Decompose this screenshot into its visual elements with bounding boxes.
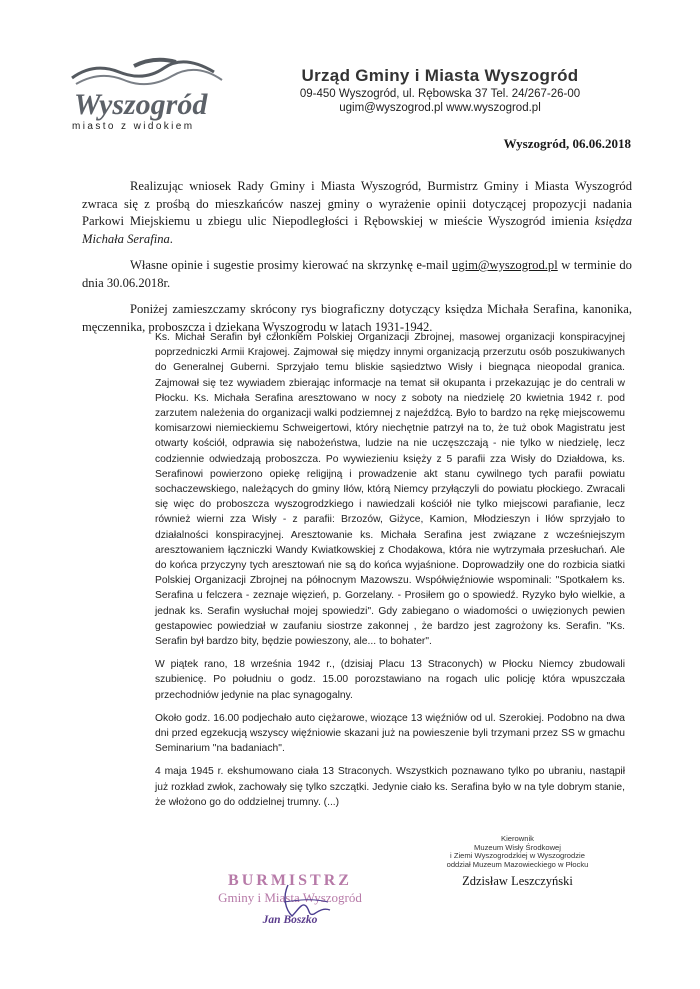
intro-paragraph-3: Poniżej zamieszczamy skrócony rys biograficzny dotyczący księdza Michała Serafina, kanonika, męczennika, proboszcza i dziekana Wyszogrodu w latach 1931-1942. — [82, 302, 632, 334]
mayor-stamp-subtitle: Gminy i Miasta Wyszogród — [218, 890, 362, 905]
biography-paragraph: Około godz. 16.00 podjechało auto ciężarowe, wiozące 13 więźniów od ul. Szerokiej. Podobno na dwa dni przed egzekucją wszyscy więźniowie skazani już na powieszenie byli trzymani przez SS w gmachu Seminarium "na badaniach". — [155, 712, 625, 755]
mayor-signature — [258, 880, 348, 925]
intro-paragraph-2-end: w terminie do dnia 30.06.2018r. — [82, 258, 632, 290]
biography-paragraph: 4 maja 1945 r. ekshumowano ciała 13 Straconych. Wszystkich poznawano tylko po ubraniu, nastąpił już rozkład zwłok, zachowały się tylko szczątki. Jedynie ciało ks. Serafina było w na tyle dobrym stanie, że włożono go do oddzielnej trumny. (...) — [155, 766, 625, 808]
mayor-stamp-title: BURMISTRZ — [228, 872, 352, 889]
letter-body — [82, 178, 632, 345]
letterhead — [250, 66, 630, 114]
intro-paragraph-1-end: . — [169, 231, 173, 246]
biography-section — [155, 330, 625, 818]
curator-title: Kierownik — [501, 834, 534, 843]
intro-paragraph-1-text: Realizując wniosek Rady Gminy i Miasta Wyszogród, Burmistrz Gminy i Miasta Wyszogród zwraca się z prośbą do mieszkańców naszej gminy o wyrażenie opinii dotyczącej propozycji nadania Parkowi Miejskiemu u zbiegu ulic Niepodległości i Rębowskiej w mieście Wyszogród imienia — [82, 179, 632, 228]
biography-paragraph: W piątek rano, 18 września 1942 r., (dzisiaj Placu 13 Straconych) w Płocku Niemcy zbudowali szubienicę. Po południu o godz. 15.00 porozstawiano na rogach ulic policję która wpuszczała przechodniów jedynie na plac synagogalny. — [155, 659, 625, 701]
letter-date: Wyszogród, 06.06.2018 — [503, 136, 631, 151]
intro-paragraph-1 — [82, 178, 632, 248]
patron-name: księdza Michała Serafina — [82, 214, 632, 246]
curator-museum-branch: oddział Muzeum Mazowieckiego w Płocku — [446, 859, 589, 869]
email-link[interactable]: ugim@wyszogrod.pl — [452, 258, 558, 272]
biography-paragraph: Ks. Michał Serafin był członkiem Polskiej Organizacji Zbrojnej, masowej organizacji konspiracyjnej poprzedniczki Armii Krajowej. Zajmował się między innymi organizacją przerzutu osób poszukiwanych do Generalnej Guberni. Sprzyjało temu bliskie sąsiedztwo Wisły i biegnąca nieopodal granica. Zajmował się tez wywiadem zbierając informacje na temat sił okupanta i przekazując je do centrali w Płocku. Ks. Michała Serafina aresztowano w nocy z soboty na niedzielę 20 kwietnia 1942 r. pod zarzutem należenia do organizacji walki podziemnej z najeźdźcą. Było to bardzo na rękę miejscowemu komisarzowi niemieckiemu Schweigertowi, który niechętnie patrzył na to, że tuż obok Magistratu jest otwarty kościół, odprawia się nabożeństwa, ludzie na nie uczęszczają - nie tylko w niedzielę, lecz codziennie odwiedzają proboszcza. Po wywiezieniu księży z 5 parafii zza Wisły do Działdowa, ks. Serafinowi powierzono opiekę religijną i prowadzenie akt stanu cywilnego tych parafii powiatu sochaczewskiego, należących do gminy Iłów, którą Niemcy przyłączyli do powiatu płockiego. Zwracali się więc do proboszcza wyszogrodzkiego i nawiedzali kościół nie tylko miejscowi parafianie, lecz również wierni zza Wisły - z parafii: Brzozów, Giżyce, Kamion, Młodzieszyn i Iłów sprzyjało to działalności konspiracyjnej. Aresztowanie ks. Michała Serafina jest związane z wcześniejszym aresztowaniem łączniczki Wandy Kwiatkowskiej z Chodakowa, która nie wytrzymała przesłuchań. Ale do końca przyczyny tych aresztowań nie są do końca wyjaśnione. Doprowadziły one do rozbicia siatki Polskiej Organizacji Zbrojnej na północnym Mazowszu. Współwięźniowie wspominali: "Spotkałem ks. Serafina u felczera - zeznaje więzień, p. Gorzelany. - Prosiłem go o spowiedź. Ryzyko było wielkie, a jednak ks. Serafin wysłuchał mojej spowiedzi". Gdy zabiegano o wiadomości o uwięzionych pewien gestapowiec powiedział w zaufaniu siostrze zakonnej , że bardzo jest zagrożony ks. Serafin. "Ks. Serafin był bardzo bity, będzie powieszony, ale... to bohater". — [155, 332, 625, 648]
organization-name: Urząd Gminy i Miasta Wyszogród — [301, 66, 579, 85]
curator-name: Zdzisław Leszczyński — [462, 874, 573, 889]
intro-paragraph-2-text: Własne opinie i sugestie prosimy kierować na skrzynkę e-mail — [130, 258, 453, 272]
logo-wordmark: Wyszogród — [74, 88, 208, 121]
curator-stamp — [425, 835, 610, 889]
curator-museum: Muzeum Wisły Środkowej — [474, 842, 561, 852]
mayor-name: Jan Boszko — [262, 914, 318, 926]
contact-line: ugim@wyszogrod.pl www.wyszogrod.pl — [339, 102, 541, 114]
intro-paragraph-2 — [82, 257, 632, 292]
address-line: 09-450 Wyszogród, ul. Rębowska 37 Tel. 24/267-26-00 — [299, 88, 581, 100]
logo-tagline: miasto z widokiem — [72, 121, 195, 132]
curator-museum-location: i Ziemi Wyszogrodzkiej w Wyszogrodzie — [450, 851, 585, 861]
